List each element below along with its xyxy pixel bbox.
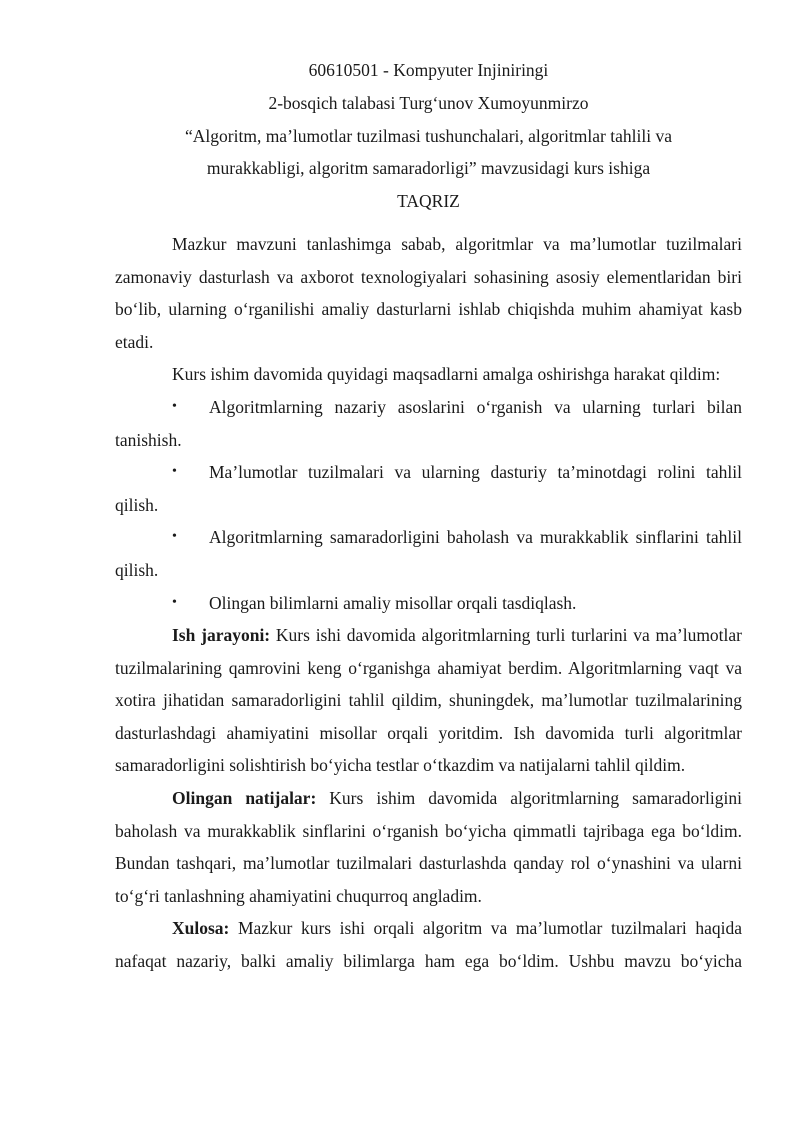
process-paragraph [115,619,742,782]
results-label: Olingan natijalar: [172,788,317,809]
bullet-icon: • [172,464,177,480]
goal-item-4 [115,587,742,620]
goal-item-2-text: Ma’lumotlar tuzilmalari va ularning dasturiy ta’minotdagi rolini tahlil qilish. [115,462,742,515]
document-page [115,54,742,978]
results-text: Kurs ishim davomida algoritmlarning samaradorligini baholash va murakkablik sinflarini o‘rganish bo‘yicha qimmatli tajribaga ega bo‘ldim. Bundan tashqari, ma’lumotlar tuzilmalari dasturlashda qanday rol o‘ynashini va ularni to‘g‘ri tanlashning ahamiyatini chuqurroq angladim. [115,788,742,906]
conclusion-label: Xulosa: [172,918,230,939]
intro-paragraph: Mazkur mavzuni tanlashimga sabab, algoritmlar va ma’lumotlar tuzilmalari zamonaviy dasturlash va axborot texnologiyalari sohasining asosiy elementlaridan biri bo‘lib, ularning o‘rganilishi amaliy dasturlarni ishlab chiqishda muhim ahamiyat kasb etadi. [115,233,742,352]
topic-line-2: murakkabligi, algoritm samaradorligi” mavzusidagi kurs ishiga [206,158,651,179]
process-label: Ish jarayoni: [172,625,271,646]
specialty-line: 60610501 - Kompyuter Injiniringi [308,60,549,80]
goal-item-1-text: Algoritmlarning nazariy asoslarini o‘rganish va ularning turlari bilan tanishish. [115,396,742,450]
document-title: TAQRIZ [397,191,460,212]
conclusion-text: Mazkur kurs ishi orqali algoritm va ma’lumotlar tuzilmalari haqida nafaqat nazariy, balki amaliy bilimlarga ham ega bo‘ldim. Ushbu mavzu bo‘yicha [115,918,742,972]
bullet-icon: • [172,398,177,414]
document-header [115,54,742,218]
topic-line-1: “Algoritm, ma’lumotlar tuzilmasi tushunchalari, algoritmlar tahlili va [185,125,672,146]
document-body [115,228,742,978]
goal-item-2 [115,456,742,521]
goal-item-4-text: Olingan bilimlarni amaliy misollar orqali tasdiqlash. [209,592,577,613]
results-paragraph [115,782,742,912]
bullet-icon: • [172,594,177,610]
process-text: Kurs ishi davomida algoritmlarning turli turlarini va ma’lumotlar tuzilmalarining qamrovini keng o‘rganishga ahamiyat berdim. Algoritmlarning vaqt va xotira jihatidan samaradorligini tahlil qildim, shuningdek, ma’lumotlar tuzilmalarining dasturlashdagi ahamiyatini misollar orqali yoritdim. Ish davomida turli algoritmlar samaradorligini solishtirish bo‘yicha testlar o‘tkazdim va natijalarni tahlil qildim. [115,625,742,776]
goal-item-3-text: Algoritmlarning samaradorligini baholash va murakkablik sinflarini tahlil qilish. [115,527,742,580]
bullet-icon: • [172,529,177,545]
goal-item-1 [115,391,742,456]
conclusion-paragraph [115,912,742,977]
student-line: 2-bosqich talabasi Turg‘unov Xumoyunmirzo [268,92,589,113]
goals-intro-paragraph: Kurs ishim davomida quyidagi maqsadlarni amalga oshirishga harakat qildim: [172,364,721,385]
goal-item-3 [115,521,742,586]
